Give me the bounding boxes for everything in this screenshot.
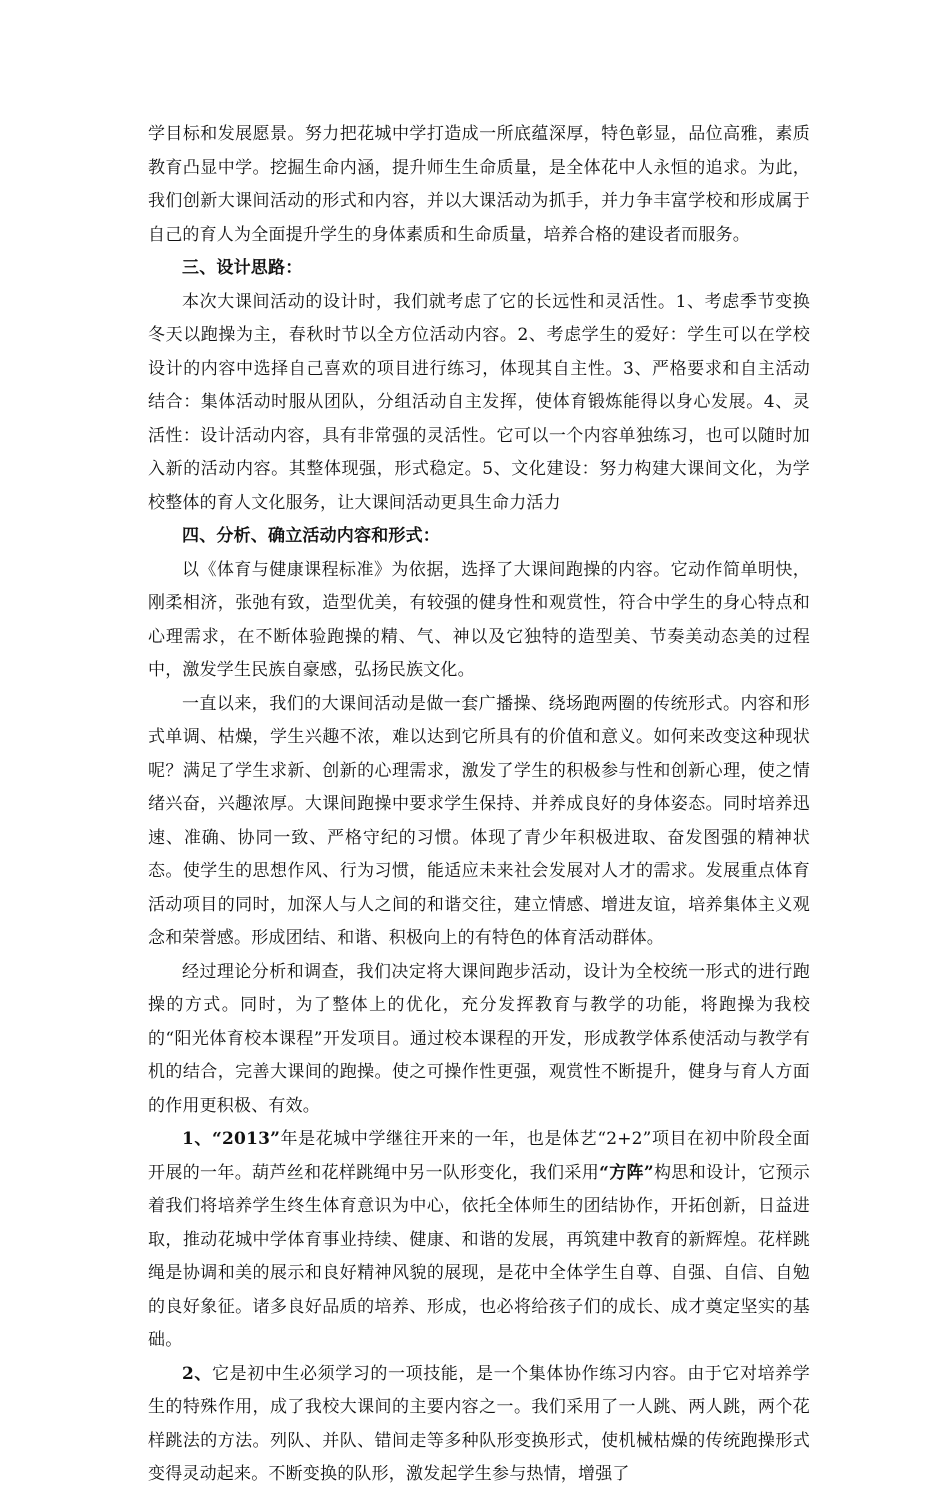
item-2-lead: 2、	[182, 1363, 213, 1384]
paragraph-traditional-form: 一直以来，我们的大课间活动是做一套广播操、绕场跑两圈的传统形式。内容和形式单调、枯燥，学生兴趣不浓，难以达到它所具有的价值和意义。如何来改变这种现状呢？满足了学生求新、创新的心理需求，激发了学生的积极参与性和创新心理，使之情绪兴奋，兴趣浓厚。大课间跑操中要求学生保持、并养成良好的身体姿态。同时培养迅速、准确、协同一致、严格守纪的习惯。体现了青少年积极进取、奋发图强的精神状态。使学生的思想作风、行为习惯，能适应未来社会发展对人才的需求。发展重点体育活动项目的同时，加深人与人之间的和谐交往，建立情感、增进友谊，培养集体主义观念和荣誉感。形成团结、和谐、积极向上的有特色的体育活动群体。	[148, 693, 810, 948]
document-page	[148, 118, 810, 1492]
paragraph-item-1	[148, 1123, 810, 1358]
paragraph-goals: 学目标和发展愿景。努力把花城中学打造成一所底蕴深厚，特色彰显，品位高雅，素质教育凸显中学。挖掘生命内涵，提升师生生命质量，是全体花中人永恒的追求。为此，我们创新大课间活动的形式和内容，并以大课活动为抓手，并力争丰富学校和形成属于自己的育人为全面提升学生的身体素质和生命质量，培养合格的建设者而服务。	[148, 124, 810, 245]
item-1-bold-phrase: “方阵”	[599, 1162, 654, 1183]
item-1-lead: 1、“2013”	[182, 1129, 281, 1149]
paragraph-item-2	[148, 1358, 810, 1492]
item-1-text-a: 年是花城中学继往开来的一年，也是体艺“2+2”项目在初中阶段全面开展的一年。葫芦丝和花样跳绳中另一队形变化，我们采用	[148, 1129, 810, 1183]
item-2-text: 它是初中生必须学习的一项技能，是一个集体协作练习内容。由于它对培养学生的特殊作用，成了我校大课间的主要内容之一。我们采用了一人跳、两人跳，两个花样跳法的方法。列队、并队、错间走等多种队形变换形式，使机械枯燥的传统跑操形式变得灵动起来。不断变换的队形，激发起学生参与热情，增强了	[148, 1363, 810, 1484]
heading-analysis: 四、分析、确立活动内容和形式：	[182, 526, 440, 546]
paragraph-curriculum-standard: 以《体育与健康课程标准》为依据，选择了大课间跑操的内容。它动作简单明快，刚柔相济，张弛有致，造型优美，有较强的健身性和观赏性，符合中学生的身心特点和心理需求，在不断体验跑操的精、气、神以及它独特的造型美、节奏美动态美的过程中，激发学生民族自豪感，弘扬民族文化。	[148, 559, 810, 680]
heading-design-ideas: 三、设计思路：	[182, 258, 303, 278]
item-1-text-b: 构思和设计，它预示着我们将培养学生终生体育意识为中心，依托全体师生的团结协作，开拓创新，日益进取，推动花城中学体育事业持续、健康、和谐的发展，再筑建中教育的新辉煌。花样跳绳是协调和美的展示和良好精神风貌的展现，是花中全体学生自尊、自强、自信、自勉的良好象征。诸多良好品质的培养、形成，也必将给孩子们的成长、成才奠定坚实的基础。	[148, 1162, 811, 1350]
paragraph-decision: 经过理论分析和调查，我们决定将大课间跑步活动，设计为全校统一形式的进行跑操的方式。同时，为了整体上的优化，充分发挥教育与教学的功能，将跑操为我校的“阳光体育校本课程”开发项目。通过校本课程的开发，形成教学体系使活动与教学有机的结合，完善大课间的跑操。使之可操作性更强，观赏性不断提升，健身与育人方面的作用更积极、有效。	[148, 961, 810, 1116]
paragraph-design-ideas: 本次大课间活动的设计时，我们就考虑了它的长远性和灵活性。1、考虑季节变换冬天以跑操为主，春秋时节以全方位活动内容。2、考虑学生的爱好：学生可以在学校设计的内容中选择自己喜欢的项目进行练习，体现其自主性。3、严格要求和自主活动结合：集体活动时服从团队，分组活动自主发挥，使体育锻炼能得以身心发展。4、灵活性：设计活动内容，具有非常强的灵活性。它可以一个内容单独练习，也可以随时加入新的活动内容。其整体现强，形式稳定。5、文化建设：努力构建大课间文化，为学校整体的育人文化服务，让大课间活动更具生命力活力	[148, 291, 810, 513]
